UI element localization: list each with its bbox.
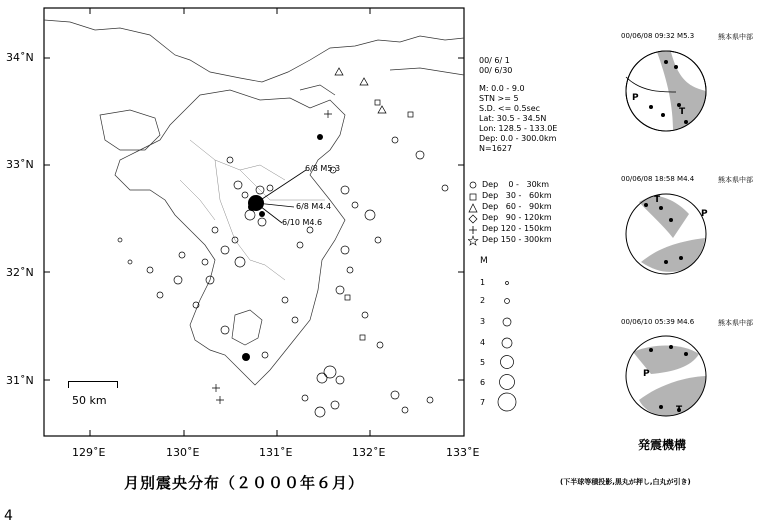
- depth-legend-label-4: Dep 120 - 150km: [482, 224, 552, 233]
- depth-legend-label-2: Dep 60 - 90km: [482, 202, 552, 211]
- annotation-m53: 6/8 M5.3: [305, 164, 341, 173]
- mechanism-2-header: 00/06/08 18:58 M4.4: [621, 175, 695, 183]
- mechanism-1-header: 00/06/08 09:32 M5.3: [621, 32, 695, 40]
- depth-legend-label-0: Dep 0 - 30km: [482, 180, 550, 189]
- beachball-1: [621, 47, 711, 137]
- mag-circle-7: [498, 393, 516, 411]
- mag-legend-header: M: [480, 256, 488, 266]
- mechanism-note: (下半球等積投影,黒丸が押し,白丸が引き): [560, 478, 691, 486]
- beachball-2: [621, 190, 711, 280]
- lon-label-133: 133˚E: [446, 446, 480, 459]
- info-date-from: 00/ 6/ 1: [479, 56, 510, 65]
- scale-bar: [68, 381, 118, 388]
- svg-text:T: T: [676, 405, 683, 415]
- mag-legend-3: 3: [480, 317, 486, 326]
- info-count: N=1627: [479, 144, 513, 153]
- mag-circle-4: [502, 338, 512, 348]
- info-lat: Lat: 30.5 - 34.5N: [479, 114, 547, 123]
- svg-text:P: P: [643, 369, 650, 379]
- svg-text:T: T: [679, 107, 686, 117]
- depth-legend-label-5: Dep 150 - 300km: [482, 235, 552, 244]
- info-magnitude: M: 0.0 - 9.0: [479, 84, 525, 93]
- depth-symbol-circle: [470, 182, 476, 188]
- depth-legend-symbols: [468, 180, 480, 250]
- lat-label-33: 33˚N: [6, 158, 34, 171]
- annotation-m46: 6/10 M4.6: [282, 218, 323, 227]
- mag-legend-1: 1: [480, 278, 486, 287]
- depth-symbol-triangle: [469, 204, 477, 212]
- beachball-3: [621, 332, 711, 422]
- scale-label: 50 km: [72, 394, 107, 407]
- map-title: 月別震央分布（２０００年６月）: [124, 474, 365, 492]
- mag-legend-6: 6: [480, 378, 486, 387]
- mag-circle-6: [500, 375, 515, 390]
- svg-text:T: T: [654, 195, 661, 205]
- mag-legend-2: 2: [480, 296, 486, 305]
- mag-legend-5: 5: [480, 358, 486, 367]
- depth-symbol-diamond: [469, 215, 477, 223]
- depth-symbol-square: [470, 194, 476, 200]
- depth-symbol-plus: [469, 226, 477, 234]
- mechanism-3-header: 00/06/10 05:39 M4.6: [621, 318, 695, 326]
- mag-circle-5: [501, 356, 514, 369]
- info-dep: Dep: 0.0 - 300.0km: [479, 134, 557, 143]
- svg-text:P: P: [701, 209, 708, 219]
- page-number: 4: [4, 508, 13, 524]
- info-stn: STN >= 5: [479, 94, 519, 103]
- magnitude-legend: [478, 256, 528, 416]
- lat-label-31: 31˚N: [6, 374, 34, 387]
- info-date-to: 00/ 6/30: [479, 66, 513, 75]
- info-block: [479, 56, 589, 154]
- mag-circle-2: [505, 299, 510, 304]
- mechanism-2-region: 熊本県中部: [718, 176, 753, 184]
- mag-circle-1: [506, 282, 509, 285]
- lon-label-132: 132˚E: [352, 446, 386, 459]
- depth-symbol-star: [468, 236, 478, 245]
- depth-legend: [468, 180, 588, 250]
- mag-circle-3: [503, 318, 511, 326]
- mag-legend-circles: [496, 256, 526, 416]
- map-frame: [44, 8, 464, 436]
- mag-legend-7: 7: [480, 398, 486, 407]
- info-lon: Lon: 128.5 - 133.0E: [479, 124, 558, 133]
- svg-text:P: P: [632, 93, 639, 103]
- mechanism-1-region: 熊本県中部: [718, 33, 753, 41]
- info-sd: S.D. <= 0.5sec: [479, 104, 541, 113]
- lat-label-34: 34˚N: [6, 51, 34, 64]
- mechanism-3-region: 熊本県中部: [718, 319, 753, 327]
- lon-label-131: 131˚E: [259, 446, 293, 459]
- annotation-m44: 6/8 M4.4: [296, 202, 332, 211]
- lon-label-130: 130˚E: [166, 446, 200, 459]
- depth-legend-label-1: Dep 30 - 60km: [482, 191, 552, 200]
- depth-legend-label-3: Dep 90 - 120km: [482, 213, 552, 222]
- mechanism-title: 発震機構: [638, 438, 687, 452]
- mag-legend-4: 4: [480, 338, 486, 347]
- lat-label-32: 32˚N: [6, 266, 34, 279]
- lon-label-129: 129˚E: [72, 446, 106, 459]
